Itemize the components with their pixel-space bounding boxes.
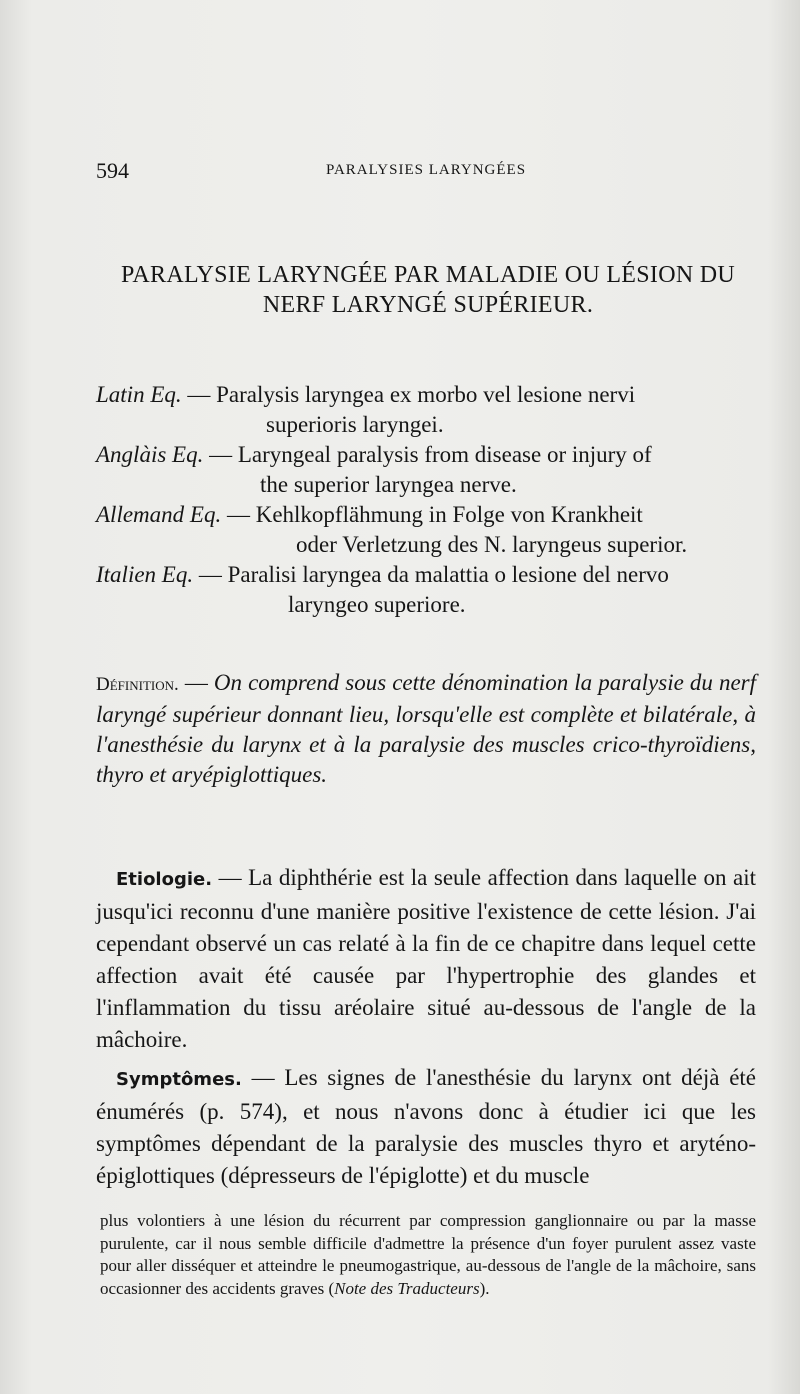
language-equivalents [96,380,756,620]
symptomes-label: Symptômes. [116,1069,242,1090]
page-header [96,158,756,188]
equivalent-text-cont: oder Verletzung des N. laryngeus superior. [296,532,688,557]
equivalent-text: Paralysis laryngea ex morbo vel lesione nervi [216,382,636,407]
equivalent-text: Paralisi laryngea da malattia o lesione del nervo [227,562,669,587]
running-head: PARALYSIES LARYNGÉES [326,162,527,178]
body-text [96,862,756,1198]
equivalent-text-cont: superioris laryngei. [266,412,444,437]
definition-text: On comprend sous cette dénomination la paralysie du nerf laryngé supérieur donnant lieu, lorsqu'elle est complète et bilatérale, à l'anesthésie du larynx et à la paralysie des muscles crico-thyroïdiens, thyro et aryépiglottiques. [96,670,756,787]
etiologie-text: — La diphthérie est la seule affection dans laquelle on ait jusqu'ici reconnu d'une manière positive l'existence de cette lésion. J'ai cependant observé un cas relaté à la fin de ce chapitre dans lequel cette affection avait été causée par l'hypertrophie des glandes et l'inflammation du tissu aréolaire situé au-dessous de l'angle de la mâchoire. [96,865,756,1052]
section-title-line-1: PARALYSIE LARYNGÉE PAR MALADIE OU LÉSION DU [120,262,736,288]
footnote-text: plus volontiers à une lésion du récurrent par compression ganglionnaire ou par la masse purulente, car il nous semble difficile d'admettre la présence d'un foyer purulent assez vaste pour aller disséquer et atteindre le pneumogastrique, au-dessous de l'angle de la mâchoire, sans occasionner des accidents graves ( [100,1211,756,1298]
footnote: plus volontiers à une lésion du récurrent par compression ganglionnaire ou par la masse purulente, car il nous semble difficile d'admettre la présence d'un foyer purulent assez vaste pour aller disséquer et atteindre le pneumogastrique, au-dessous de l'angle de la mâchoire, sans occasionner des accidents graves (Note des Traducteurs). [100,1211,756,1298]
equivalent-language: Allemand Eq. [96,502,222,527]
definition-paragraph: Définition. — On comprend sous cette dénomination la paralysie du nerf laryngé supérieur donnant lieu, lorsqu'elle est complète et bilatérale, à l'anesthésie du larynx et à la paralysie des muscles crico-thyroïdiens, thyro et aryépiglottiques. [96,670,756,787]
equivalent-latin: Latin Eq. — Paralysis laryngea ex morbo vel lesione nervi superioris laryngei. [96,380,756,440]
etiologie-paragraph [96,862,756,1056]
equivalent-text: Laryngeal paralysis from disease or injury of [237,442,652,467]
equivalent-text-cont: laryngeo superiore. [288,592,466,617]
equivalent-language: Italien Eq. [96,562,194,587]
equivalent-language: Anglàis Eq. [96,442,204,467]
page-number: 594 [96,158,129,183]
equivalent-text: Kehlkopflähmung in Folge von Krankheit [255,502,643,527]
definition-label: Définition. [96,674,179,695]
section-title-line-2: NERF LARYNGÉ SUPÉRIEUR. [262,292,594,318]
etiologie-label: Etiologie. [116,869,213,890]
equivalent-text-cont: the superior laryngea nerve. [260,472,517,497]
equivalent-language: Latin Eq. [96,382,182,407]
equivalent-german: Allemand Eq. — Kehlkopflähmung in Folge von Krankheit oder Verletzung des N. laryngeus superior. [96,500,756,560]
symptomes-paragraph [96,1062,756,1192]
section-title [96,260,760,320]
equivalent-english: Anglàis Eq. — Laryngeal paralysis from disease or injury of the superior laryngea nerve. [96,440,756,500]
equivalent-italian: Italien Eq. — Paralisi laryngea da malattia o lesione del nervo laryngeo superiore. [96,560,756,620]
symptomes-text: — Les signes de l'anesthésie du larynx ont déjà été énumérés (p. 574), et nous n'avons donc à étudier ici que les symptômes dépendant de la paralysie des muscles thyro et aryténo-épiglottiques (dépresseurs de l'épiglotte) et du muscle [96,1065,756,1188]
footnote-attribution: Note des Traducteurs [334,1278,480,1298]
